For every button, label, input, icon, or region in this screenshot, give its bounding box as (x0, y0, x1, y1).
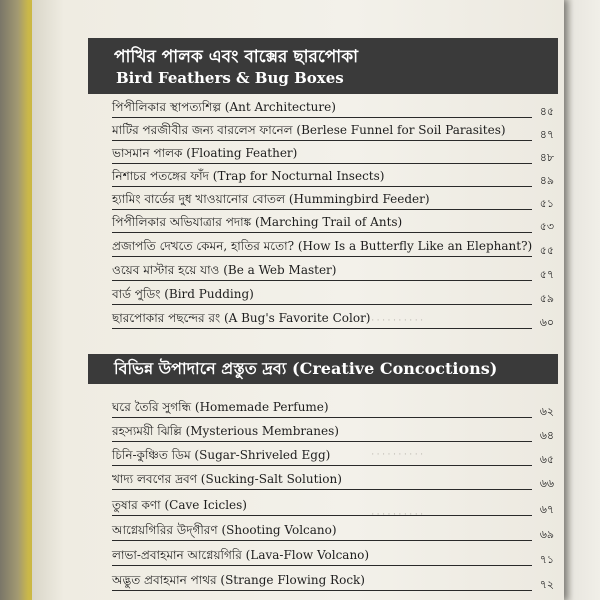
toc-entry (112, 144, 554, 166)
entry-page-number: ৪৫ (539, 105, 554, 118)
entry-page-number: ৪৮ (539, 151, 554, 164)
section-header-bird-feathers (88, 38, 558, 94)
entry-page-number: ৫৫ (539, 244, 554, 257)
entry-page-number: ৭২ (539, 578, 554, 591)
entry-title: বার্ড পুডিং (Bird Pudding) (112, 287, 254, 301)
entry-title: মাটির পরজীবীর জন্য বারলেস ফানেল (Berlese Funnel for Soil Parasites) (112, 123, 506, 137)
leader-line (112, 441, 532, 442)
section-title-english: (Creative Concoctions) (292, 359, 498, 378)
section-title-english: Bird Feathers & Bug Boxes (116, 69, 344, 87)
toc-entry (112, 521, 554, 543)
entry-title: নিশাচর পতঙ্গের ফাঁদ (Trap for Nocturnal Insects) (112, 169, 385, 183)
entry-page-number: ৬০ (539, 316, 554, 329)
toc-entry (112, 98, 554, 120)
entry-title: প্রজাপতি দেখতে কেমন, হাতির মতো? (How Is a Butterfly Like an Elephant?) (112, 239, 533, 253)
entry-title: ওয়েব মাস্টার হয়ে যাও (Be a Web Master) (112, 263, 337, 277)
entry-title: রহস্যময়ী ঝিল্লি (Mysterious Membranes) (112, 424, 339, 438)
entry-page-number: ৫৭ (539, 268, 554, 281)
entry-title: খাদ্য লবণের দ্রবণ (Sucking-Salt Solution) (112, 472, 342, 486)
toc-entry (112, 167, 554, 189)
toc-entry (112, 309, 554, 331)
leader-line (112, 256, 532, 257)
toc-entry (112, 261, 554, 283)
entry-title: হ্যামিং বার্ডের দুধ খাওয়ানোর বোতল (Hummingbird Feeder) (112, 192, 430, 206)
leader-line (112, 209, 532, 210)
section-title-bengali: পাখির পালক এবং বাক্সের ছারপোকা (114, 47, 359, 67)
entry-page-number: ৬৪ (539, 429, 554, 442)
toc-entry (112, 470, 554, 492)
entry-page-number: ৫১ (539, 197, 554, 210)
toc-entry (112, 546, 554, 568)
leader-line (112, 489, 532, 490)
leader-line (112, 590, 532, 591)
entry-page-number: ৬৫ (539, 453, 554, 466)
leader-line (112, 465, 532, 466)
show-through-text: · · · · · · · · · · (371, 510, 424, 520)
entry-title: ঘরে তৈরি সুগন্ধি (Homemade Perfume) (112, 400, 329, 414)
show-through-text: · · · · · · · · · · (371, 450, 424, 460)
entry-title: লাভা-প্রবাহমান আগ্নেয়গিরি (Lava-Flow Volcano) (112, 548, 370, 562)
entry-title: চিনি-কুঞ্চিত ডিম (Sugar-Shriveled Egg) (112, 448, 331, 462)
leader-line (112, 140, 532, 141)
leader-line (112, 417, 532, 418)
entry-page-number: ৬২ (539, 405, 554, 418)
leader-line (112, 515, 532, 516)
entry-title: তুষার কণা (Cave Icicles) (112, 498, 247, 512)
leader-line (112, 280, 532, 281)
toc-entry (112, 237, 554, 259)
entry-title: ভাসমান পালক (Floating Feather) (112, 146, 298, 160)
toc-entry (112, 398, 554, 420)
leader-line (112, 304, 532, 305)
show-through-text: · · · · · · · · · · (371, 316, 424, 326)
section-header-creative-concoctions (88, 354, 558, 384)
leader-line (112, 186, 532, 187)
leader-line (112, 232, 532, 233)
entry-title: পিপীলিকার অভিযাত্রার পদাঙ্ক (Marching Trail of Ants) (112, 215, 403, 229)
leader-line (112, 565, 532, 566)
toc-entry (112, 190, 554, 212)
entry-page-number: ৭১ (539, 553, 554, 566)
toc-entry (112, 285, 554, 307)
entry-page-number: ৫৩ (539, 220, 554, 233)
leader-line (112, 540, 532, 541)
entry-page-number: ৬৯ (539, 528, 554, 541)
toc-entry (112, 213, 554, 235)
toc-entry (112, 121, 554, 143)
entry-page-number: ৪৭ (539, 128, 554, 141)
facing-page-edge (560, 0, 600, 600)
entry-page-number: ৫৯ (539, 292, 554, 305)
entry-title: আগ্নেয়গিরির উদ্‌গীরণ (Shooting Volcano) (112, 523, 337, 537)
entry-page-number: ৪৯ (539, 174, 554, 187)
toc-entry (112, 496, 554, 518)
leader-line (112, 117, 532, 118)
entry-title: অদ্ভুত প্রবাহমান পাথর (Strange Flowing Rock) (112, 573, 365, 587)
leader-line (112, 163, 532, 164)
toc-entry (112, 571, 554, 593)
entry-title: পিপীলিকার স্থাপত্যশিল্প (Ant Architecture) (112, 100, 336, 114)
leader-line (112, 328, 532, 329)
toc-entry (112, 422, 554, 444)
toc-entry (112, 446, 554, 468)
entry-page-number: ৬৭ (539, 503, 554, 516)
entry-page-number: ৬৬ (539, 477, 554, 490)
section-title-bengali: বিভিন্ন উপাদানে প্রস্তুত দ্রব্য (114, 359, 287, 378)
entry-title: ছারপোকার পছন্দের রং (A Bug's Favorite Color) (112, 311, 371, 325)
